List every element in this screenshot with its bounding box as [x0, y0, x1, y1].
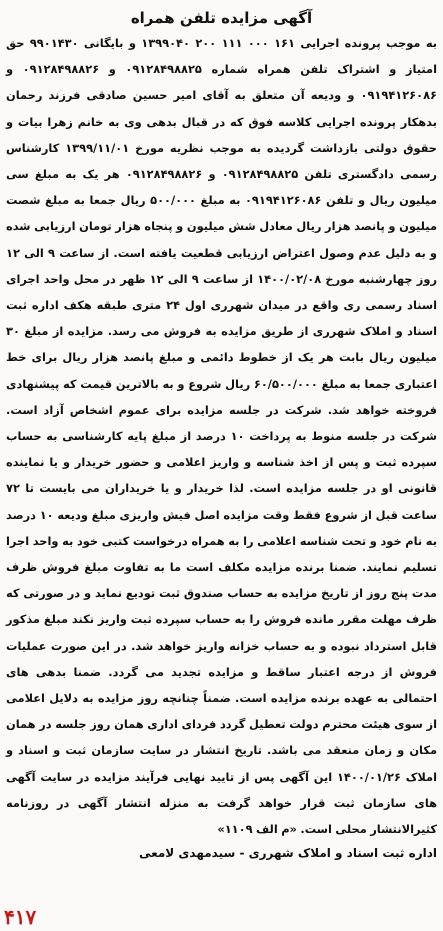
handwritten-number-stamp: ۴۱۷ [4, 905, 37, 929]
notice-signature: اداره ثبت اسناد و املاک شهرری - سیدمهدی لامعی [138, 846, 437, 861]
notice-title: آگهی مزایده تلفن همراه [130, 9, 313, 27]
notice-body: به موجب پرونده اجرایی ۱۶۱ ۰۰۰ ۱۱۱ ۲۰۰ ۱۳۹۹۰۴۰ و بایگانی ۹۹۰۱۴۳۰ حق امتیاز و اشتراک تلفن همراه شماره ۰۹۱۲۸۴۹۸۸۲۵ و ۰۹۱۲۸۴۹۸۸۲۶ و ۰۹۱۹۴۱۲۶۰۸۶ و ودیعه آن متعلق به آقای امیر حسین صادقی فرزند رحمان بدهکار پرونده اجرایی کلاسه فوق که در قبال بدهی وی به خانم زهرا بیات و حقوق دولتی بازداشت گردیده به موجب نظریه مورخ ۱۳۹۹/۱۱/۰۱ کارشناس رسمی دادگستری تلفن ۰۹۱۲۸۴۹۸۸۲۵ و ۰۹۱۲۸۴۹۸۸۲۶ هر یک به مبلغ سی میلیون ریال و تلفن ۰۹۱۹۴۱۲۶۰۸۶ به مبلغ ۵۰۰/۰۰۰ ریال جمعا به مبلغ شصت میلیون و پانصد هزار ریال معادل شش میلیون و پنجاه هزار تومان ارزیابی شده و به دلیل عدم وصول اعتراض ارزیابی قطعیت یافته است. از ساعت ۹ الی ۱۲ روز چهارشنبه مورخ ۱۴۰۰/۰۲/۰۸ از ساعت ۹ الی ۱۲ ظهر در محل واحد اجرای اسناد رسمی ری واقع در میدان شهرری اول ۲۴ متری طبقه هکف اداره ثبت اسناد و املاک شهرری از طریق مزایده به فروش می رسد. مزایده از مبلغ ۳۰ میلیون ریال بابت هر یک از خطوط دائمی و مبلغ پانصد هزار ریال برای خط اعتباری جمعا به مبلغ ۶۰/۵۰۰/۰۰۰ ریال شروع و به بالاترین قیمت که پیشنهادی فروخته خواهد شد. شرکت در جلسه مزایده برای عموم اشخاص آزاد است. شرکت در جلسه منوط به پرداخت ۱۰ درصد از مبلغ پایه کارشناسی به حساب سپرده ثبت و پس از اخذ شناسه و واریز اعلامی و حضور خریدار و یا نماینده قانونی او در جلسه مزایده است. لذا خریدار و یا خریداران می بایست تا ۷۲ ساعت قبل از شروع فقط وقت مزایده اصل فیش واریزی مبلغ ودیعه ۱۰ درصد به نام خود و تحت شناسه اعلامی را به همراه درخواست کتبی خود به واحد اجرا تسلیم نمایند. ضمنا برنده مزایده مکلف است ما به تفاوت مبلغ فروش ظرف مدت پنج روز از تاریخ مزایده به حساب صندوق ثبت تودیع نماید و در صورتی که ظرف مهلت مقرر مانده فروش را به حساب سپرده ثبت واریز نکند مبلغ مذکور قابل استرداد نبوده و به حساب خزانه واریز خواهد شد. در این صورت عملیات فروش از درجه اعتبار ساقط و مزایده تجدید می گردد. ضمنا بدهی های احتمالی به عهده برنده مزایده است. ضمناً چنانچه روز مزایده به دلایل اعلامی از سوی هیئت محترم دولت تعطیل گردد فردای اداری همان روز جلسه در همان مکان و زمان منعقد می باشد. تاریخ انتشار در سایت سازمان ثبت و اسناد و املاک ۱۴۰۰/۰۱/۲۶ این آگهی پس از تایید نهایی فرآیند مزایده در سایت آگهی های سازمان ثبت قرار خواهد گرفت به منزله انتشار آگهی در روزنامه کثیرالانتشار محلی است. «م الف ۱۱۰۹» [6, 36, 438, 837]
